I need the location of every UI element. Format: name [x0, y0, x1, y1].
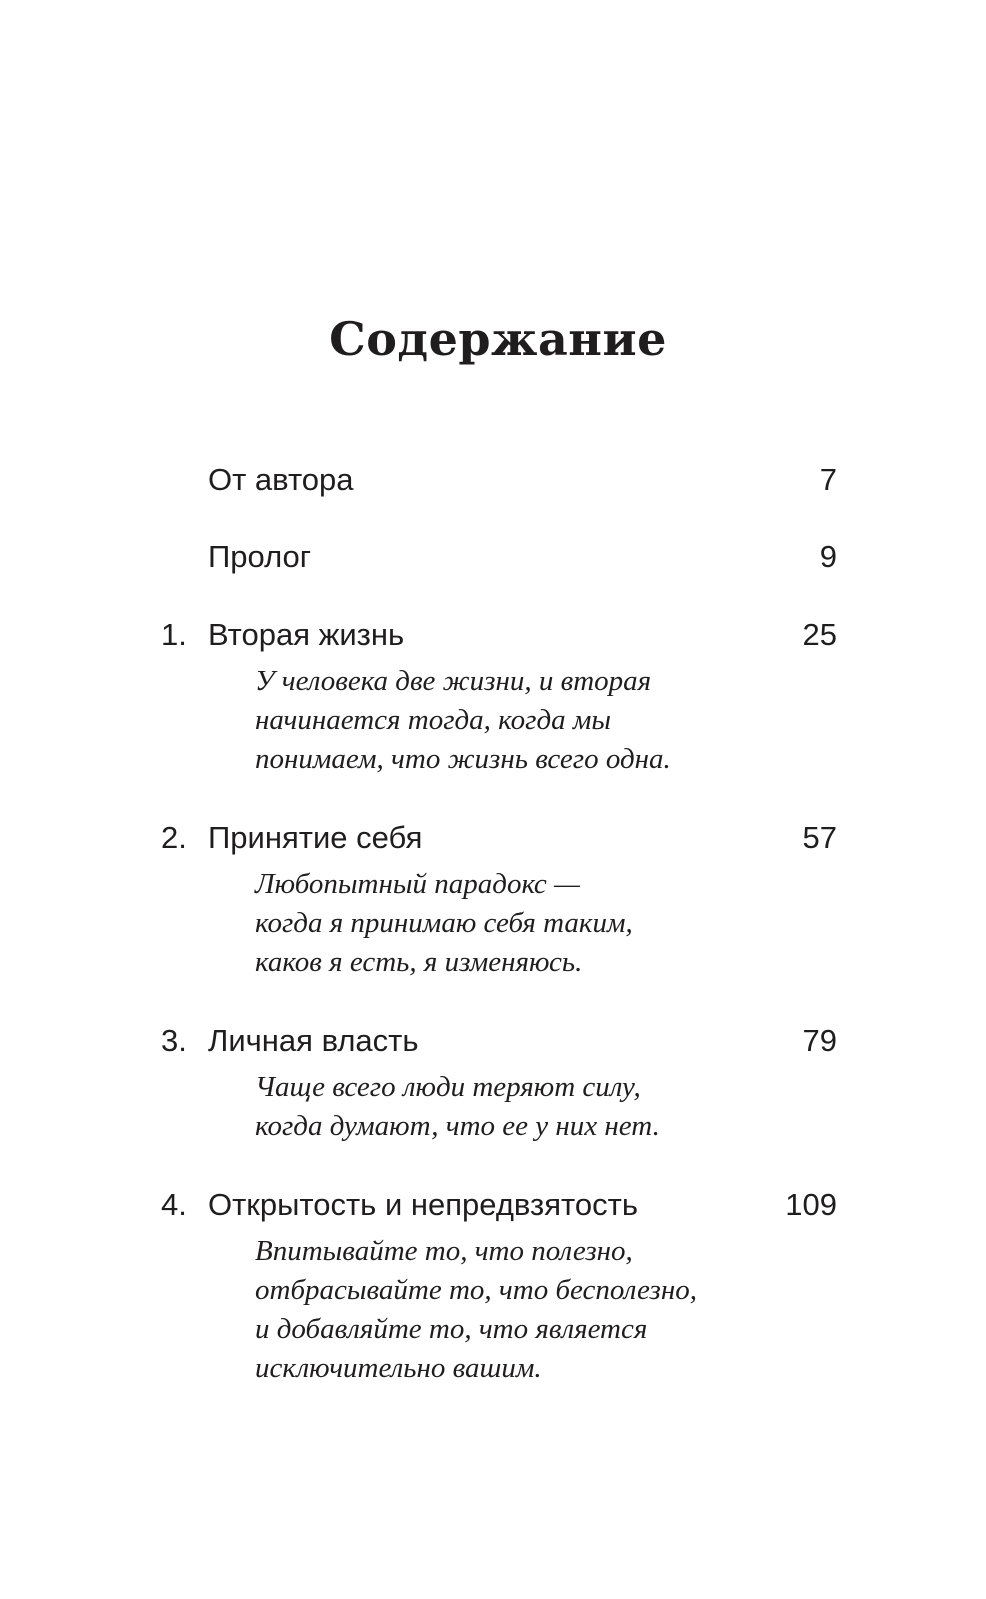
toc-entry-page: 109	[785, 1187, 837, 1222]
chapter-number: 1.	[161, 617, 187, 652]
epigraph-line: когда я принимаю себя таким,	[255, 907, 633, 939]
epigraph-line: и добавляйте то, что является	[255, 1313, 648, 1345]
chapter-number: 4.	[161, 1187, 187, 1222]
toc-entry-title: Принятие себя	[208, 820, 423, 855]
toc-entry-title: От автора	[208, 462, 354, 497]
toc-entry-title: Пролог	[208, 539, 312, 574]
epigraph-line: Чаще всего люди теряют силу,	[255, 1071, 641, 1103]
chapter-number: 2.	[161, 820, 187, 855]
toc-entry-page: 79	[802, 1023, 837, 1058]
toc-entry-page: 7	[819, 462, 837, 497]
toc-entry-title: Вторая жизнь	[208, 617, 405, 652]
epigraph-line: каков я есть, я изменяюсь.	[255, 946, 583, 978]
epigraph-line: когда думают, что ее у них нет.	[255, 1110, 660, 1142]
epigraph-line: Впитывайте то, что полезно,	[255, 1235, 633, 1267]
page-title: Содержание	[329, 312, 667, 366]
chapter-epigraph	[255, 865, 775, 982]
chapter-epigraph	[255, 1232, 775, 1388]
chapter-epigraph	[255, 662, 775, 779]
toc-entry-page: 25	[802, 617, 837, 652]
epigraph-line: понимаем, что жизнь всего одна.	[255, 743, 671, 775]
epigraph-line: У человека две жизни, и вторая	[255, 665, 652, 697]
epigraph-line: Любопытный парадокс —	[255, 868, 580, 900]
toc-entry-page: 57	[802, 820, 837, 855]
chapter-epigraph	[255, 1068, 775, 1146]
toc-entry-page: 9	[819, 539, 837, 574]
epigraph-line: начинается тогда, когда мы	[255, 704, 612, 736]
toc-entry-title: Личная власть	[208, 1023, 419, 1058]
chapter-number: 3.	[161, 1023, 187, 1058]
epigraph-line: исключительно вашим.	[255, 1352, 542, 1384]
epigraph-line: отбрасывайте то, что бесполезно,	[255, 1274, 697, 1306]
toc-entry-title: Открытость и непредвзятость	[208, 1187, 638, 1222]
